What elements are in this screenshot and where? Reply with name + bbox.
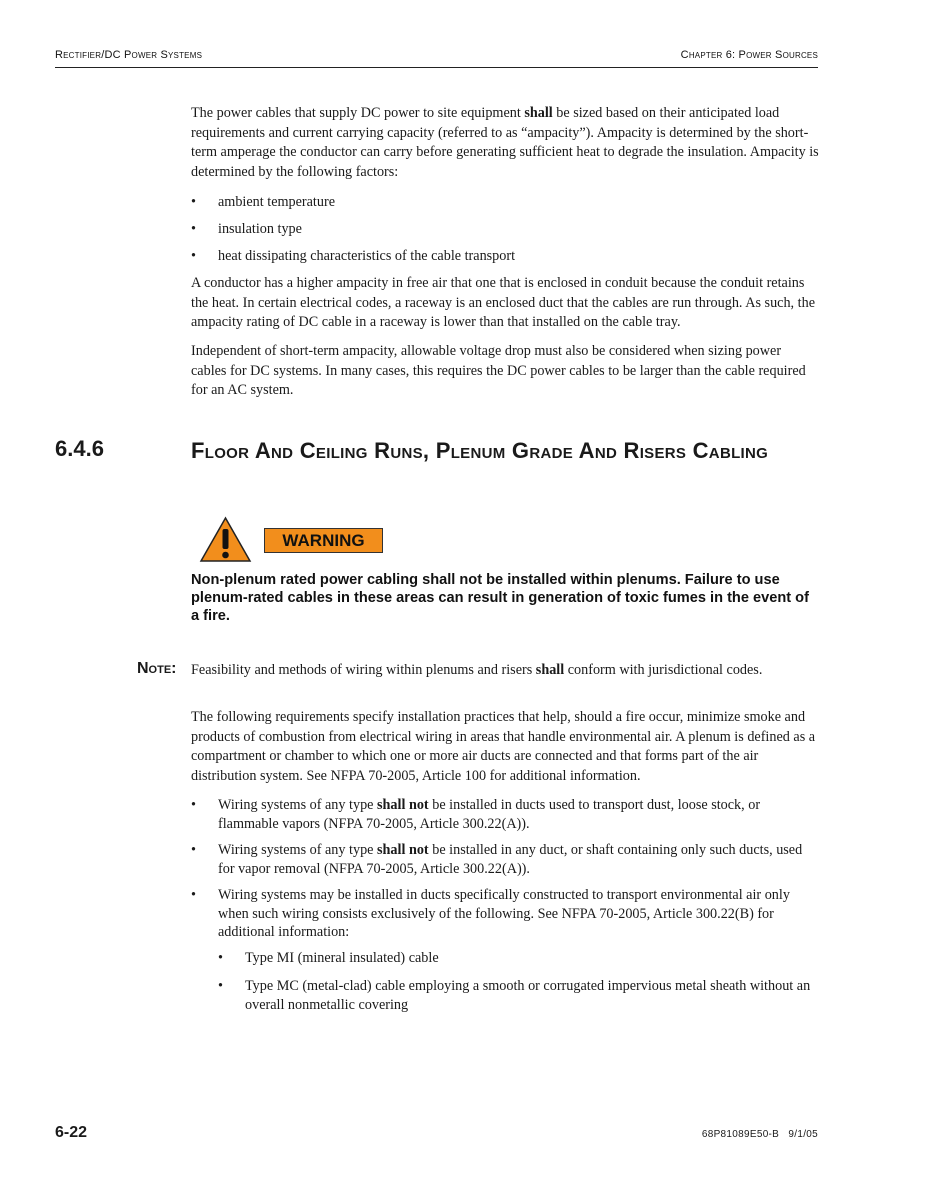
- warning-text: Non-plenum rated power cabling shall not be installed within plenums. Failure to use plenum-rated cables in these areas can result in generation of toxic fumes in the event of a fire.: [191, 572, 809, 624]
- sub-list-item: • Type MI (mineral insulated) cable: [218, 950, 439, 966]
- running-header-left: Rectifier/DC Power Systems: [55, 49, 203, 61]
- running-header-right: Chapter 6: Power Sources: [680, 49, 818, 61]
- list-item: • ambient temperature: [191, 194, 335, 210]
- list-item: • heat dissipating characteristics of the cable transport: [191, 248, 516, 264]
- sub-list-item: • Type MC (metal-clad) cable employing a smooth or corrugated impervious metal sheath without an overall nonmetallic covering: [218, 978, 811, 1013]
- intro-paragraph: The power cables that supply DC power to site equipment shall be sized based on their anticipated load requirements and current carrying capacity (referred to as “ampacity”). Ampacity is determined by the short-term amperage the conductor can carry before generating sufficient heat to degrade the insulation. Ampacity is determined by the following factors:: [191, 105, 819, 180]
- voltage-drop-paragraph: Independent of short-term ampacity, allowable voltage drop must also be considered when sizing power cables for DC systems. In many cases, this requires the DC power cables to be larger than the cable required for an AC system.: [191, 343, 806, 398]
- warning-triangle-icon: [199, 516, 252, 563]
- list-item: • Wiring systems of any type shall not be installed in any duct, or shaft containing only such ducts, used for vapor removal (NFPA 70-2005, Article 300.22(A)).: [191, 842, 803, 877]
- header-rule: [55, 67, 818, 68]
- conduit-paragraph: A conductor has a higher ampacity in free air that one that is enclosed in conduit because the conduit retains the heat. In certain electrical codes, a raceway is an enclosed duct that the cables are run through. As such, the ampacity rating of DC cable in a raceway is lower than that installed on the cable tray.: [191, 275, 815, 330]
- section-title: Floor And Ceiling Runs, Plenum Grade And Risers Cabling: [191, 438, 769, 463]
- note-text: Feasibility and methods of wiring within plenums and risers shall conform with jurisdictional codes.: [191, 662, 763, 678]
- section-number: 6.4.6: [55, 436, 104, 461]
- requirements-paragraph: The following requirements specify installation practices that help, should a fire occur, minimize smoke and products of combustion from electrical wiring in areas that handle environmental air. A plenum is defined as a compartment or chamber to which one or more air ducts are connected and that forms part of the air distribution system. See NFPA 70-2005, Article 100 for additional information.: [191, 709, 816, 784]
- page-number: 6-22: [55, 1124, 88, 1141]
- list-item: • Wiring systems may be installed in ducts specifically constructed to transport environmental air only when such wiring consists exclusively of the following. See NFPA 70-2005, Article 300.22(B) for additional information:: [191, 887, 790, 940]
- list-item: • insulation type: [191, 221, 302, 237]
- note-label: Note:: [137, 660, 177, 677]
- document-id: 68P81089E50-B 9/1/05: [701, 1129, 818, 1140]
- warning-label: WARNING: [264, 528, 383, 553]
- list-item: • Wiring systems of any type shall not be installed in ducts used to transport dust, loose stock, or flammable vapors (NFPA 70-2005, Article 300.22(A)).: [191, 797, 761, 832]
